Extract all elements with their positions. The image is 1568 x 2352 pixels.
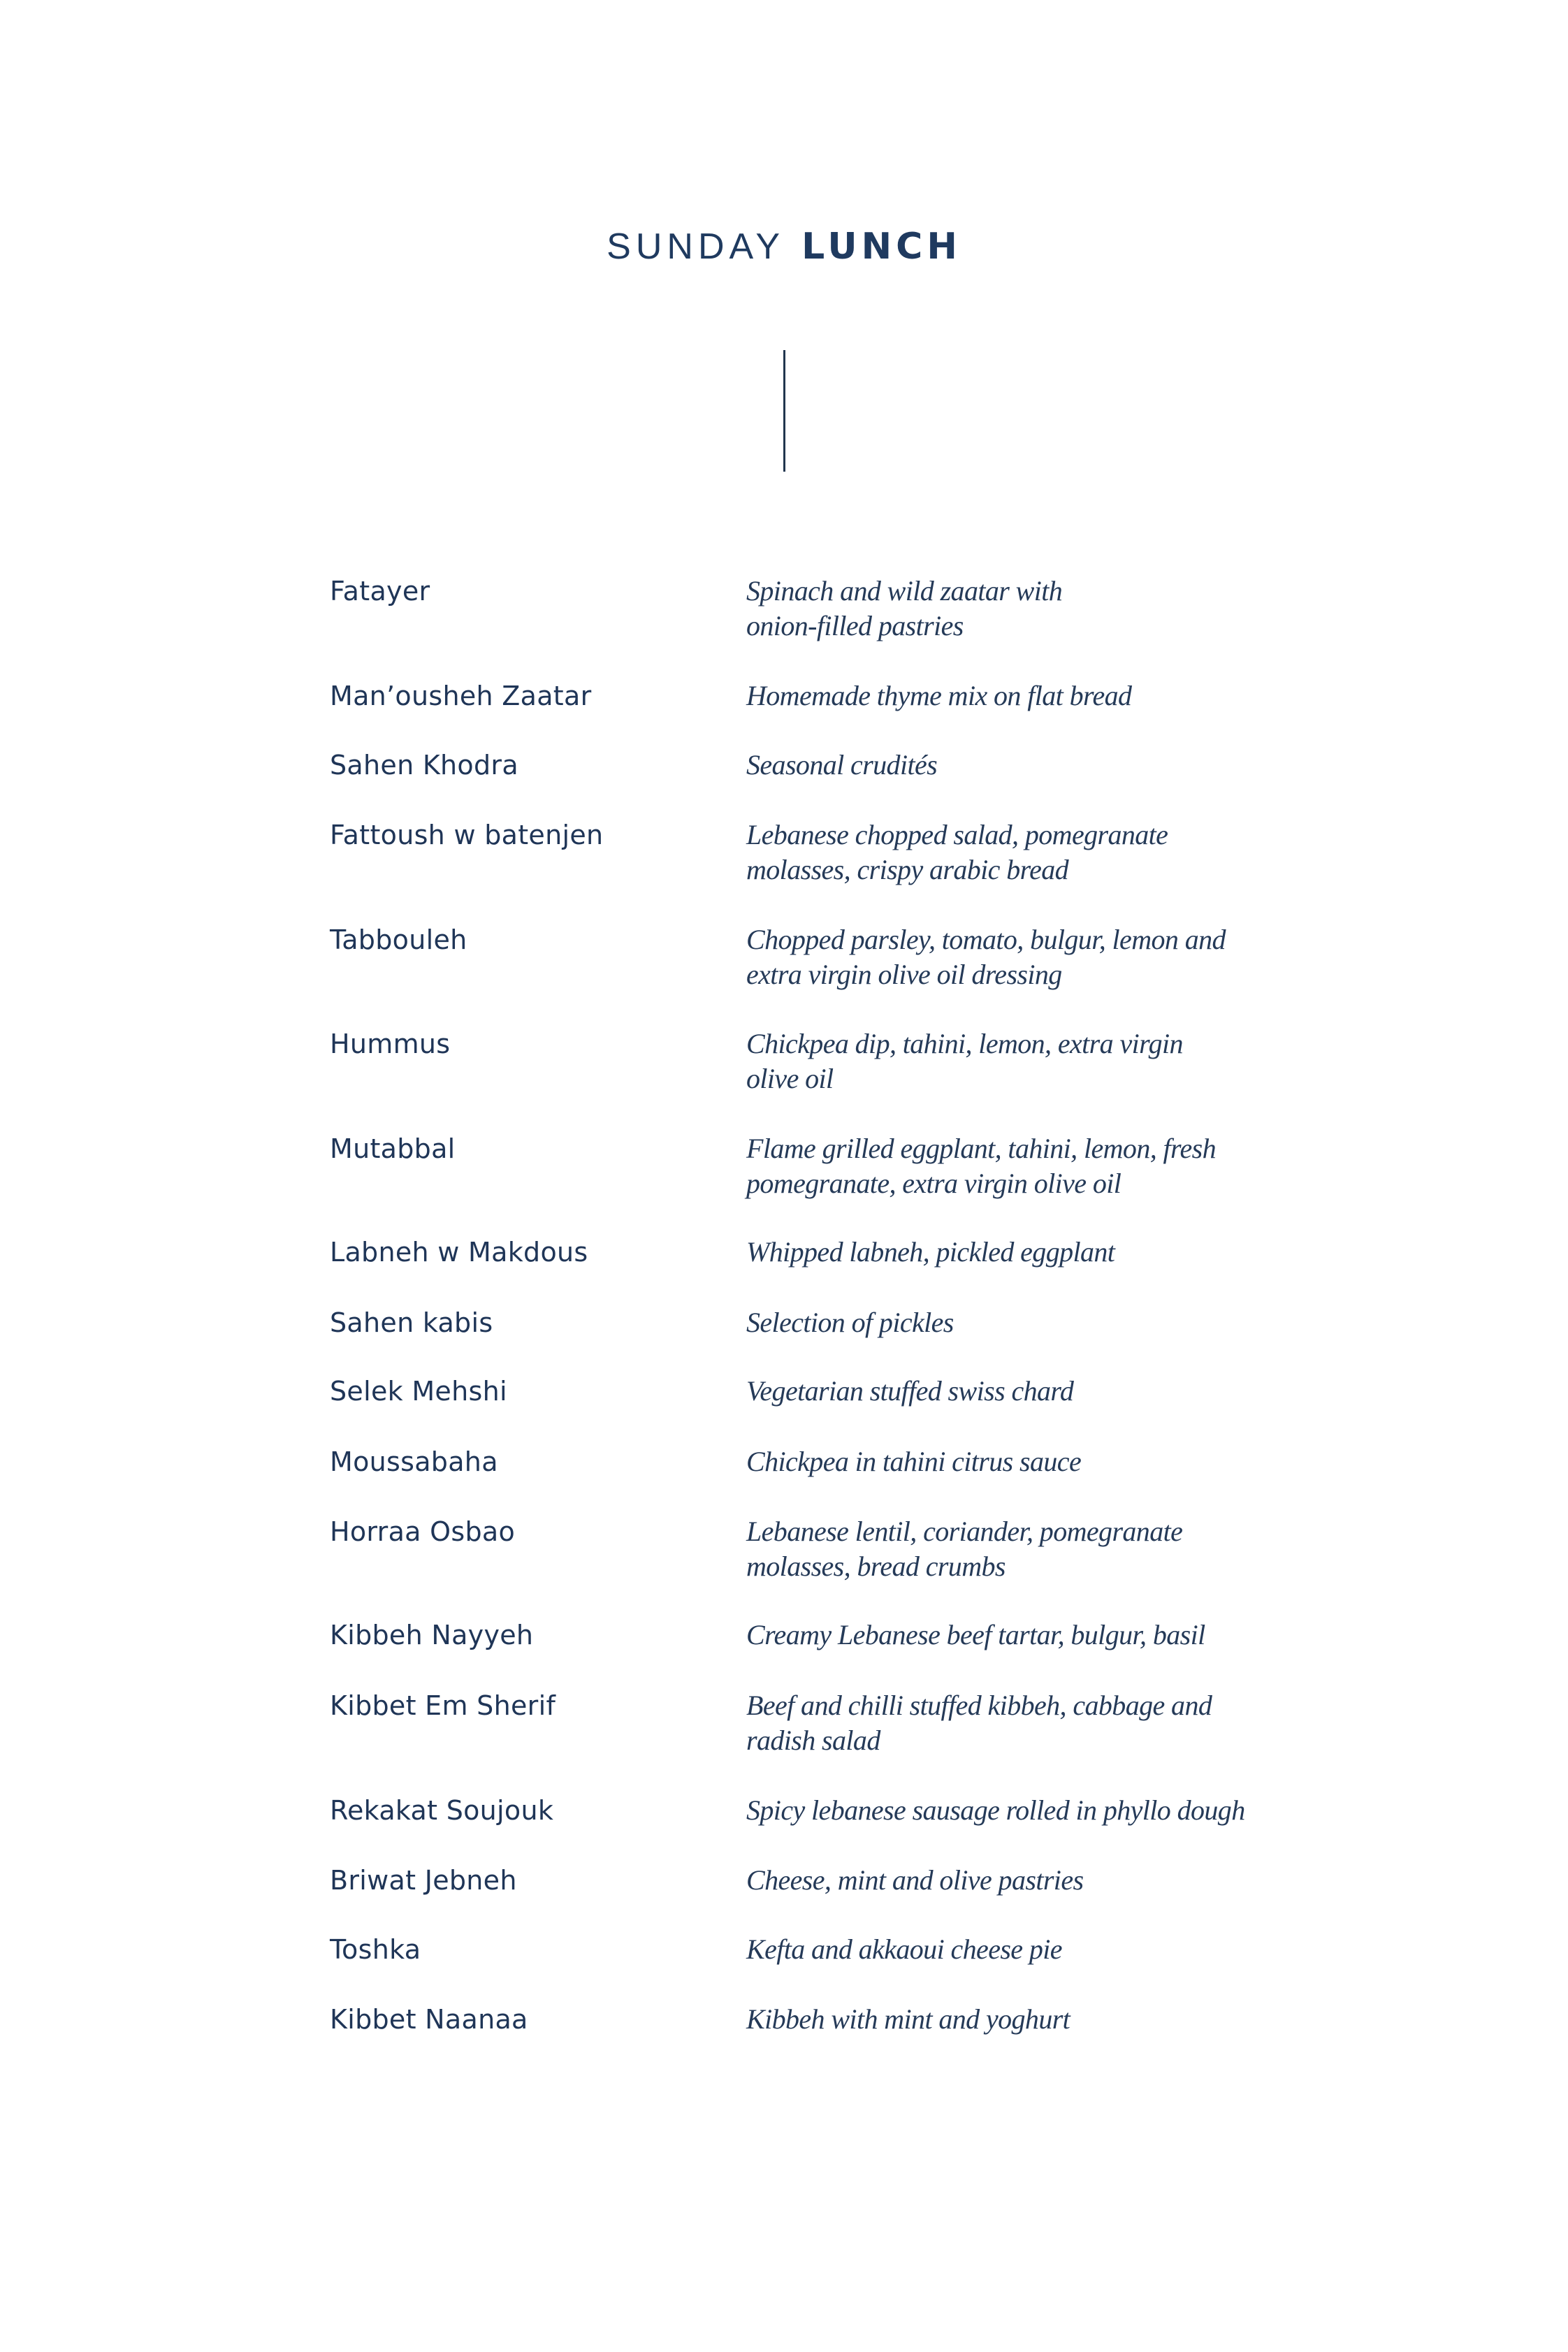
description-line: Beef and chilli stuffed kibbeh, cabbage and: [746, 1690, 1212, 1721]
title-bold-word: LUNCH: [801, 226, 961, 268]
menu-item-description: [746, 1793, 1249, 1828]
description-line: Seasonal crudités: [746, 749, 938, 781]
menu-item-description: [746, 1688, 1249, 1758]
menu-item-name: Fattoush w batenjen: [330, 820, 604, 850]
description-line: Selection of pickles: [746, 1307, 954, 1338]
menu-item-name: Mutabbal: [330, 1133, 456, 1164]
menu-item-name: Kibbet Naanaa: [330, 2004, 528, 2035]
menu-item-name: Hummus: [330, 1029, 451, 1059]
description-line: Lebanese lentil, coriander, pomegranate: [746, 1516, 1183, 1547]
description-line: onion-filled pastries: [746, 610, 964, 641]
menu-item-name: Tabbouleh: [330, 924, 467, 955]
menu-item-name: Briwat Jebneh: [330, 1865, 517, 1896]
menu-item-name: Kibbeh Nayyeh: [330, 1620, 534, 1650]
menu-item-description: [746, 574, 1249, 644]
menu-item-description: [746, 1863, 1249, 1898]
description-line: Kefta and akkaoui cheese pie: [746, 1933, 1062, 1965]
description-line: Whipped labneh, pickled eggplant: [746, 1236, 1115, 1268]
page-title: [0, 222, 1568, 271]
description-line: molasses, crispy arabic bread: [746, 854, 1069, 885]
description-line: Homemade thyme mix on flat bread: [746, 680, 1132, 711]
description-line: extra virgin olive oil dressing: [746, 959, 1062, 990]
description-line: molasses, bread crumbs: [746, 1551, 1006, 1582]
menu-item-description: [746, 678, 1249, 713]
menu-item-description: [746, 2002, 1249, 2037]
description-line: radish salad: [746, 1725, 880, 1756]
menu-item-description: [746, 1514, 1249, 1584]
menu-item-description: [746, 818, 1249, 887]
description-line: Creamy Lebanese beef tartar, bulgur, basil: [746, 1619, 1205, 1650]
menu-item-name: Sahen kabis: [330, 1307, 493, 1338]
description-line: Cheese, mint and olive pastries: [746, 1864, 1084, 1896]
description-line: Spinach and wild zaatar with: [746, 575, 1063, 607]
menu-item-description: [746, 1235, 1249, 1270]
description-line: Chopped parsley, tomato, bulgur, lemon and: [746, 924, 1226, 955]
menu-item-description: [746, 1305, 1249, 1340]
menu-item-name: Moussabaha: [330, 1446, 498, 1477]
menu-item-name: Selek Mehshi: [330, 1376, 507, 1407]
menu-item-name: Sahen Khodra: [330, 750, 518, 781]
description-line: olive oil: [746, 1063, 834, 1094]
menu-item-name: Man’ousheh Zaatar: [330, 681, 592, 711]
menu-item-description: [746, 1131, 1249, 1201]
description-line: Flame grilled eggplant, tahini, lemon, fresh: [746, 1133, 1217, 1164]
menu-item-name: Labneh w Makdous: [330, 1237, 588, 1268]
menu-item-name: Toshka: [330, 1934, 421, 1965]
menu-item-description: [746, 922, 1249, 992]
menu-item-description: [746, 1374, 1249, 1409]
menu-item-name: Horraa Osbao: [330, 1516, 516, 1547]
menu-item-description: [746, 748, 1249, 783]
menu-item-description: [746, 1618, 1249, 1653]
description-line: pomegranate, extra virgin olive oil: [746, 1168, 1121, 1199]
description-line: Chickpea dip, tahini, lemon, extra virgin: [746, 1028, 1183, 1059]
menu-item-name: Kibbet Em Sherif: [330, 1690, 556, 1721]
description-line: Vegetarian stuffed swiss chard: [746, 1375, 1074, 1407]
menu-item-name: Fatayer: [330, 576, 430, 607]
menu-item-description: [746, 1932, 1249, 1967]
description-line: Spicy lebanese sausage rolled in phyllo dough: [746, 1794, 1245, 1826]
menu-item-description: [746, 1444, 1249, 1479]
title-light-word: SUNDAY: [607, 226, 785, 267]
menu-item-description: [746, 1026, 1249, 1096]
vertical-divider: [783, 350, 785, 472]
description-line: Chickpea in tahini citrus sauce: [746, 1446, 1082, 1477]
description-line: Kibbeh with mint and yoghurt: [746, 2003, 1070, 2035]
menu-item-name: Rekakat Soujouk: [330, 1795, 554, 1826]
description-line: Lebanese chopped salad, pomegranate: [746, 819, 1168, 850]
